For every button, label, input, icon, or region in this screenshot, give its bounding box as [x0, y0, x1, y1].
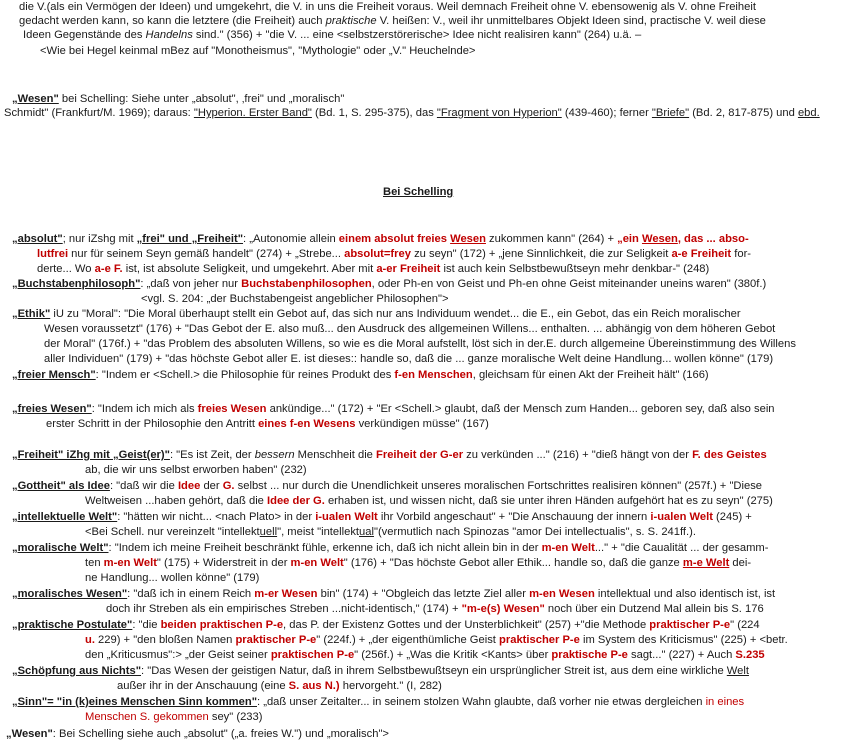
entry-gottheit: „Gottheit" als Idee: "daß wir die Idee der G. selbst ... nur durch die Unendlichkeit unseres moralischen Fortschrittes realisiren können" (257f.) + "Diese — [12, 480, 763, 492]
entry-intellektuelle-welt-line-2: <Bei Schell. nur vereinzelt "intellektuell", meist "intellektual"(vermutlich nach Spinozas "amor Dei intellectualis", s. S. 241ff.). — [85, 526, 696, 538]
entry-ethik-line-4: aller Individuen" (179) + "das höchste Gebot aller E. ist dieses:: handle so, daß die ... ganze moralische Welt deine Handlung... wollen könne" (179) — [44, 353, 774, 365]
entry-absolut: „absolut"; nur iZshg mit „frei" und „Freiheit": „Autonomie allein einem absolut freies Wesen zukommen kann" (264) + „ein Wesen, das ... abso- — [12, 233, 749, 245]
entry-moralisches-wesen-line-2: doch ihr Streben als ein empirisches Streben ...nicht-identisch," (174) + "m-e(s) Wesen" noch über ein Dutzend Mal allein bis S. 176 — [106, 603, 764, 615]
sources-line: Schmidt" (Frankfurt/M. 1969); daraus: "Hyperion. Erster Band" (Bd. 1, S. 295-375), das "Fragment von Hyperion" (439-460); ferner "Briefe" (Bd. 2, 817-875) und ebd. — [4, 107, 820, 119]
entry-moralische-welt-line-2: ten m-en Welt" (175) + Widerstreit in der m-en Welt" (176) + "Das höchste Gebot aller Ethik... handle so, daß die ganze m-e Welt dei- — [85, 557, 752, 569]
entry-freiheit: „Freiheit" iZhg mit „Geist(er)": "Es ist Zeit, der bessern Menschheit die Freiheit der G-er zu verkünden ..." (216) + "dieß hängt von der F. des Geistes — [12, 449, 767, 461]
entry-intellektuelle-welt: „intellektuelle Welt": "hätten wir nicht... <nach Plato> in der i-ualen Welt ihr Vorbild angeschaut" + "Die Anschauung der innern i-ualen Welt (245) + — [12, 511, 752, 523]
entry-ethik: „Ethik" iU zu "Moral": "Die Moral überhaupt stellt ein Gebot auf, das sich nur ans Individuum wendet... die E., ein Gebot, das ein Reich moralischer — [12, 308, 741, 320]
entry-sinn-line-2: Menschen S. gekommen sey" (233) — [85, 711, 263, 723]
entry-absolut-line-3: derte... Wo a-e F. ist, ist absolute Seligkeit, und umgekehrt. Aber mit a-er Freiheit ist auch kein Selbstbewußtseyn mehr denkbar-" (248) — [37, 263, 710, 275]
entry-praktische-postulate-line-3: den „Kriticusmus":> „der Geist seiner praktischen P-e" (256f.) + „Was die Kritik <Kants> über praktische P-e sagt..." (227) + Auch S.235 — [85, 649, 765, 661]
entry-ethik-line-3: der Moral" (176f.) + "das Problem des absoluten Willens, so wie es die Moral aufstellt, löst sich in der.E. durch allgemeine Übereinstimmung des Willens — [44, 338, 796, 350]
entry-praktische-postulate-line-2: u. 229) + "den bloßen Namen praktischer P-e" (224f.) + „der eigenthümliche Geist praktischer P-e im System des Kriticismus" (225) + <betr. — [85, 634, 788, 646]
ebd-link[interactable]: ebd. — [797, 107, 820, 119]
entry-wesen: „Wesen": Bei Schelling siehe auch „absolut" („a. freies W.") und „moralisch"> — [6, 728, 389, 740]
hyperion-link[interactable]: "Hyperion. Erster Band" — [193, 107, 312, 119]
entry-schoepfung-line-2: außer ihr in der Anschauung (eine S. aus N.) hervorgeht." (I, 282) — [117, 680, 442, 692]
entry-absolut-line-2: lutfrei nur für seinem Seyn gemäß handelt" (274) + „Strebe... absolut=frey zu seyn" (172) + „jene Sinnlichkeit, die zur Seligkeit a-e Freiheit for- — [37, 248, 752, 260]
entry-freiheit-line-2: ab, die wir uns selbst erworben haben" (232) — [85, 464, 307, 476]
section-title: Bei Schelling — [383, 186, 454, 198]
entry-moralische-welt: „moralische Welt": "Indem ich meine Freiheit beschränkt fühle, erkenne ich, daß ich nicht allein bin in der m-en Welt..." + "die Caualität ... der gesamm- — [12, 542, 769, 554]
entry-freies-wesen: „freies Wesen": "Indem ich mich als freies Wesen ankündige..." (172) + "Er <Schell.> glaubt, daß der Mensch zum Handen... geboren sey, daß also sein — [12, 403, 775, 415]
entry-moralische-welt-line-3: ne Handlung... wollen könne" (179) — [85, 572, 260, 584]
intro-line-2: gedacht werden kann, so kann die letztere (die Freiheit) auch praktische V. heißen: V., weil ihr unmittelbares Objekt Ideen sind, practische V. weil diese — [19, 15, 766, 27]
briefe-link[interactable]: "Briefe" — [651, 107, 690, 119]
entry-ethik-line-2: Wesen voraussetzt" (176) + "Das Gebot der E. also muß... den Ausdruck des allgemeinen Willens... enthalten. ... abhängig von dem höheren Gebot — [44, 323, 776, 335]
entry-buchstabenphilosoph: „Buchstabenphilosoph": „daß von jeher nur Buchstabenphilosophen, oder Ph-en von Geist und Ph-en ohne Geist miteinander uneins waren" (380f.) — [12, 278, 767, 290]
intro-line-3: Ideen Gegenstände des Handelns sind." (356) + "die V. ... eine <selbstzerstörerische> Idee nicht realisiren kann" (264) u.ä. – — [23, 29, 642, 41]
intro-line-4: <Wie bei Hegel keinmal mBez auf "Monotheismus", "Mythologie" oder „V." Heuchelnde> — [40, 45, 476, 57]
entry-schoepfung: „Schöpfung aus Nichts": "Das Wesen der geistigen Natur, daß in ihrem Selbstbewußtseyn ein ursprünglicher Streit ist, aus dem eine wirkliche Welt — [12, 665, 749, 677]
entry-moralisches-wesen: „moralisches Wesen": "daß ich in einem Reich m-er Wesen bin" (174) + "Obgleich das letzte Ziel aller m-en Wesen intellektual und also identisch ist, ist — [12, 588, 776, 600]
wesen-reference: „Wesen" bei Schelling: Siehe unter „absolut", ‚frei" und „moralisch" — [12, 93, 345, 105]
entry-freier-mensch: „freier Mensch": "Indem er <Schell.> die Philosophie für reines Produkt des f-en Menschen, gleichsam für einen Akt der Freiheit hält" (166) — [12, 369, 709, 381]
entry-sinn: „Sinn"= "in (k)eines Menschen Sinn kommen": „daß unser Zeitalter... in seinem stolzen Wahn glaubte, daß vorher nie etwas dergleichen in eines — [12, 696, 745, 708]
entry-gottheit-line-2: Weltweisen ...haben gehört, daß die Idee der G. erhaben ist, und wissen nicht, daß sie unter ihren Händen aufgehört hat es zu seyn" (275) — [85, 495, 773, 507]
fragment-link[interactable]: "Fragment von Hyperion" — [436, 107, 562, 119]
intro-line-1: die V.(als ein Vermögen der Ideen) und umgekehrt, die V. in uns die Freiheit voraus. Weil demnach Freiheit ohne V. ebensowenig als V. ohne Freiheit — [19, 1, 756, 13]
entry-buchstabenphilosoph-line-2: <vgl. S. 204: „der Buchstabengeist angeblicher Philosophen"> — [141, 293, 449, 305]
entry-freies-wesen-line-2: erster Schritt in der Philosophie den Antritt eines f-en Wesens verkündigen müsse" (167) — [46, 418, 489, 430]
entry-praktische-postulate: „praktische Postulate": "die beiden praktischen P-e, das P. der Existenz Gottes und der Unsterblichkeit" (257) +"die Methode praktischer P-e" (224 — [12, 619, 760, 631]
